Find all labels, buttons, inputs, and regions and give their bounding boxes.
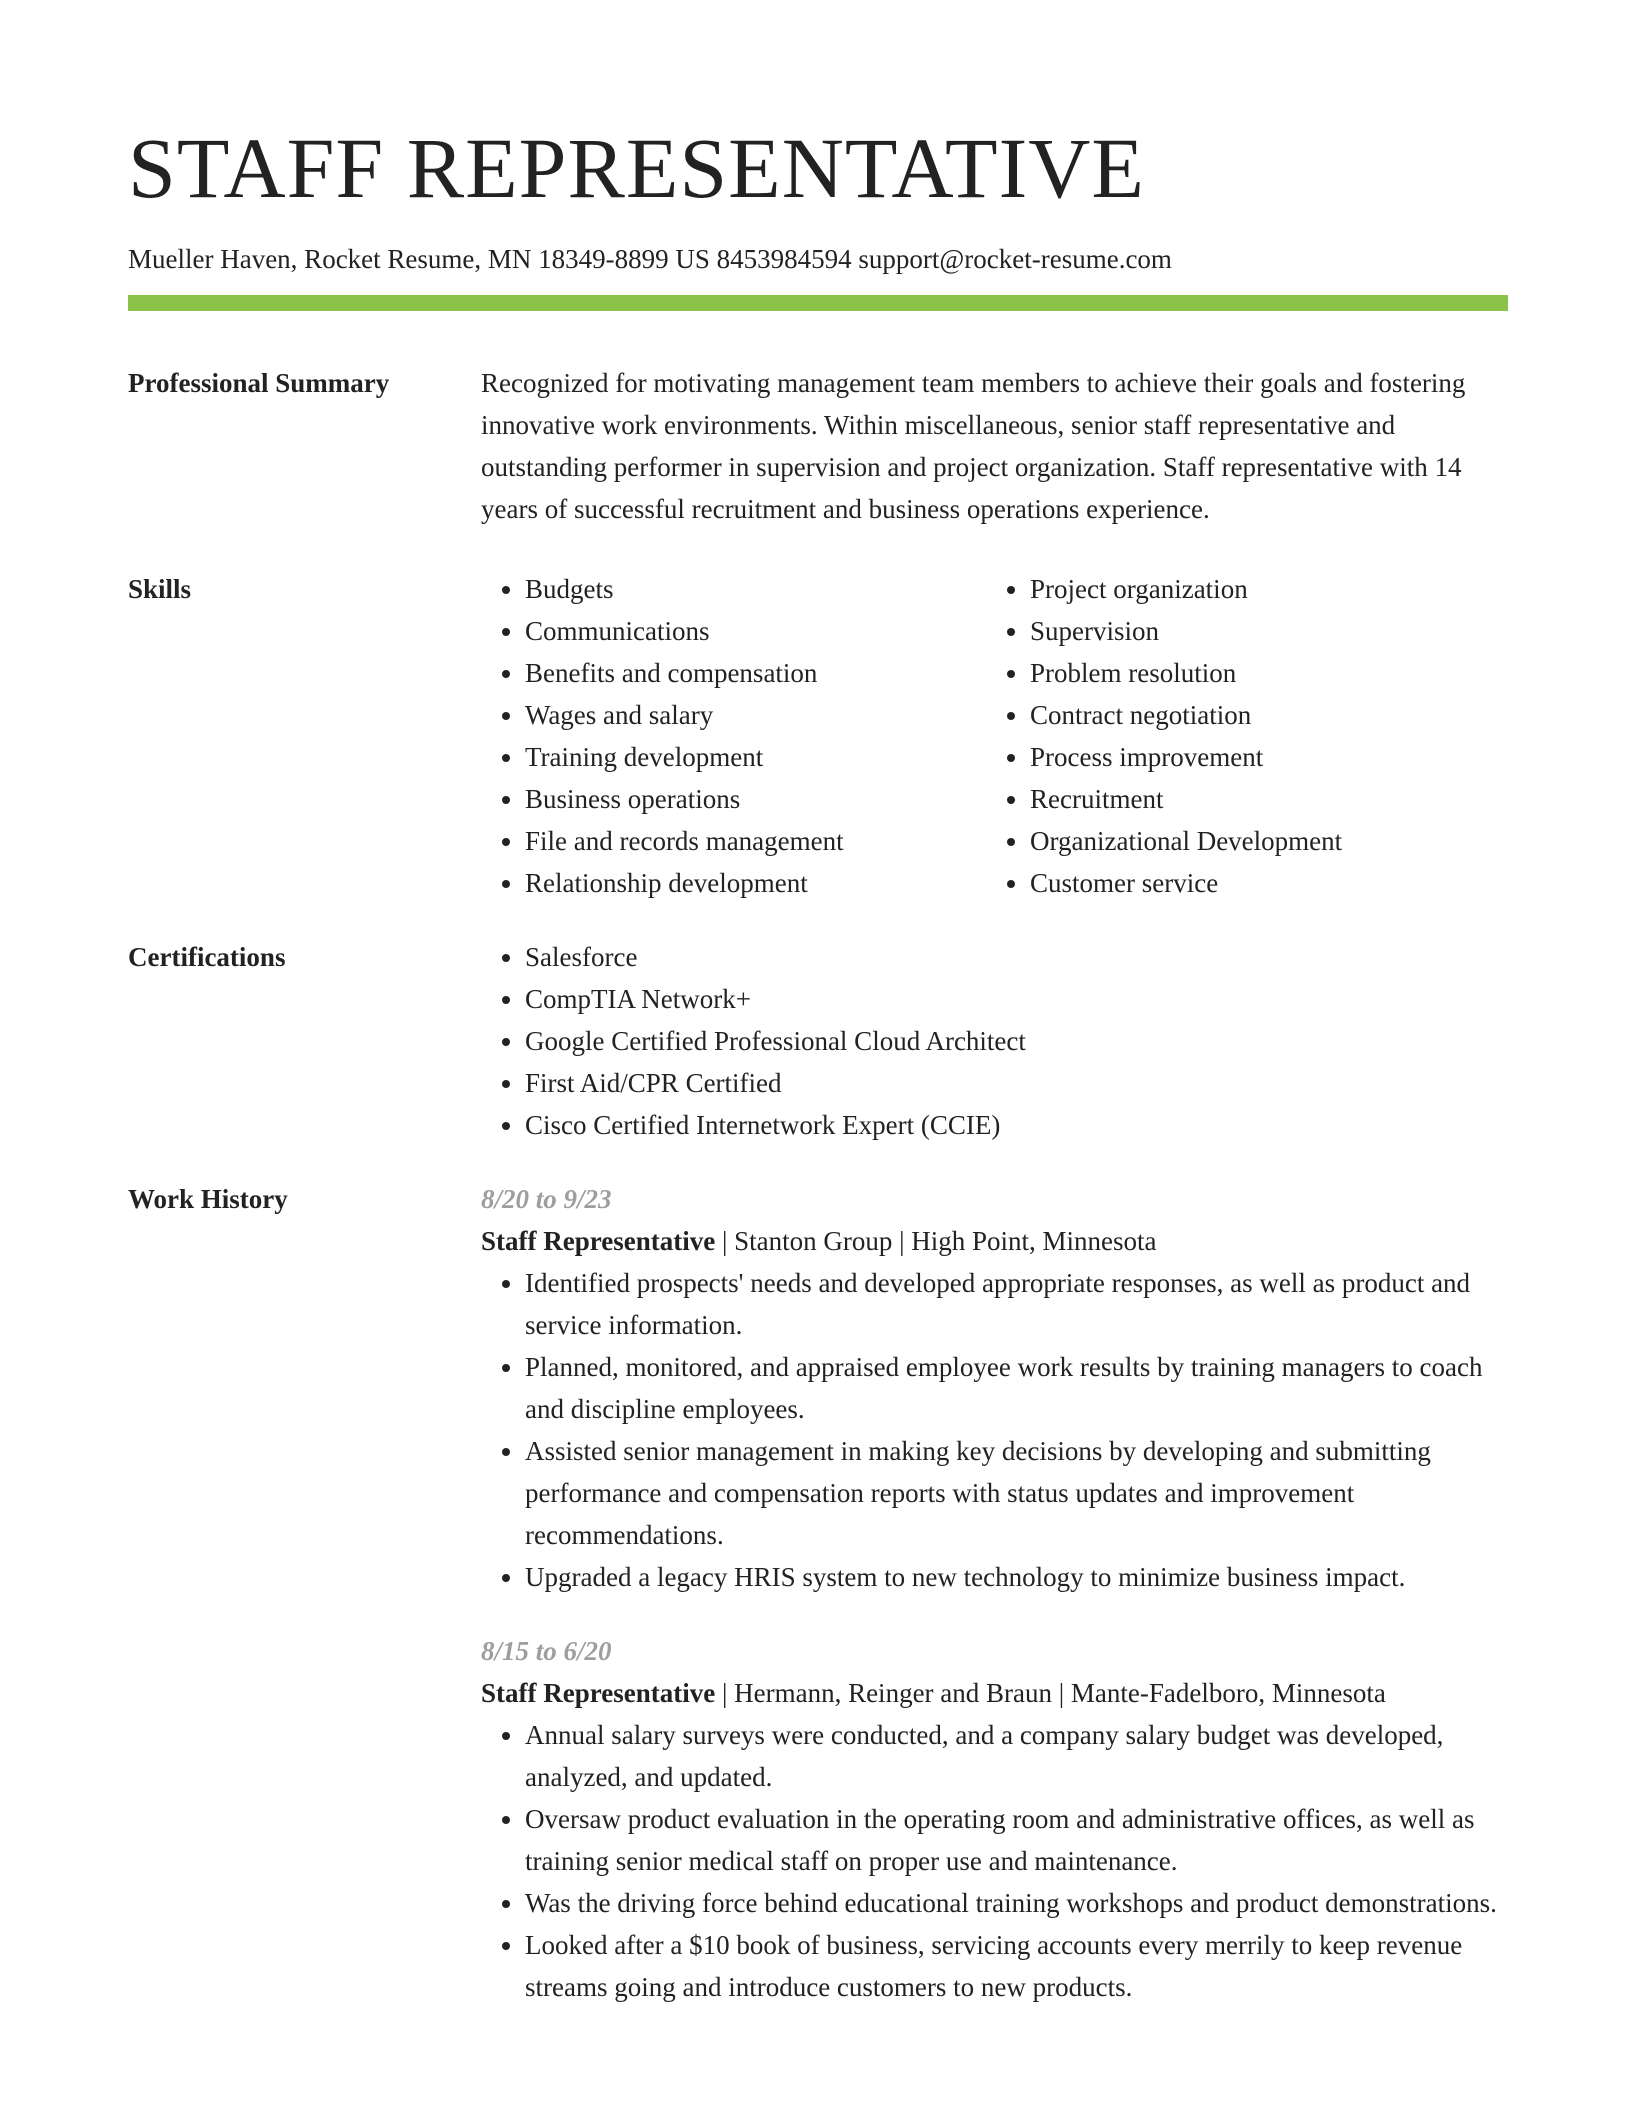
- job-duty-item: • Planned, monitored, and appraised employee work results by training managers to coach and discipline employees.: [525, 1346, 1508, 1430]
- skill-item: • Contract negotiation: [1030, 694, 1491, 736]
- skill-item: • File and records management: [525, 820, 986, 862]
- job-duty-item: • Identified prospects' needs and developed appropriate responses, as well as product and service information.: [525, 1262, 1508, 1346]
- skill-item: • Problem resolution: [1030, 652, 1491, 694]
- summary-text: Recognized for motivating management team members to achieve their goals and fostering innovative work environments. Within miscellaneous, senior staff representative and outstanding performer in supervision and project organization. Staff representative with 14 years of successful recruitment and business operations experience.: [481, 368, 1466, 524]
- skills-list-right: [986, 568, 1491, 904]
- job-title: Staff Representative: [481, 1226, 716, 1256]
- certifications-section: [128, 936, 1508, 1146]
- work-history-section: [128, 1178, 1508, 2008]
- job-title: Staff Representative: [481, 1678, 716, 1708]
- job-location: Mante-Fadelboro, Minnesota: [1070, 1678, 1386, 1708]
- job-entry: [481, 1630, 1508, 2008]
- skill-item: • Communications: [525, 610, 986, 652]
- skill-item: • Recruitment: [1030, 778, 1491, 820]
- job-duty-item: • Annual salary surveys were conducted, and a company salary budget was developed, analyzed, and updated.: [525, 1714, 1508, 1798]
- certifications-list: [481, 936, 1508, 1146]
- skill-item: • Supervision: [1030, 610, 1491, 652]
- job-title-line: [481, 1672, 1508, 1714]
- summary-heading: Professional Summary: [128, 368, 390, 398]
- skill-item: • Relationship development: [525, 862, 986, 904]
- certifications-body: [481, 936, 1508, 1146]
- certification-item: • Google Certified Professional Cloud Architect: [525, 1020, 1508, 1062]
- skill-item: • Wages and salary: [525, 694, 986, 736]
- skill-item: • Organizational Development: [1030, 820, 1491, 862]
- contact-line: Mueller Haven, Rocket Resume, MN 18349-8899 US 8453984594 support@rocket-resume.com: [128, 244, 1172, 274]
- skill-item: • Process improvement: [1030, 736, 1491, 778]
- skill-item: • Benefits and compensation: [525, 652, 986, 694]
- job-duty-item: • Oversaw product evaluation in the operating room and administrative offices, as well as training senior medical staff on proper use and maintenance.: [525, 1798, 1508, 1882]
- skills-section: [128, 568, 1508, 904]
- skill-item: • Training development: [525, 736, 986, 778]
- resume-page: [128, 118, 1508, 2008]
- job-duty-item: • Upgraded a legacy HRIS system to new technology to minimize business impact.: [525, 1556, 1508, 1598]
- job-dates: 8/15 to 6/20: [481, 1636, 612, 1666]
- skill-item: • Budgets: [525, 568, 986, 610]
- job-duties-list: [481, 1262, 1508, 1598]
- job-separator: |: [715, 1678, 735, 1708]
- job-entry: [481, 1178, 1508, 1598]
- certification-item: • Cisco Certified Internetwork Expert (CCIE): [525, 1104, 1508, 1146]
- job-duties-list: [481, 1714, 1508, 2008]
- job-separator: |: [892, 1226, 912, 1256]
- skill-item: • Customer service: [1030, 862, 1491, 904]
- job-company: Hermann, Reinger and Braun: [734, 1678, 1053, 1708]
- certification-item: • CompTIA Network+: [525, 978, 1508, 1020]
- job-company: Stanton Group: [734, 1226, 893, 1256]
- skill-item: • Business operations: [525, 778, 986, 820]
- job-duty-item: • Looked after a $10 book of business, servicing accounts every merrily to keep revenue streams going and introduce customers to new products.: [525, 1924, 1508, 2008]
- work-history-heading: Work History: [128, 1184, 288, 1214]
- header-divider: [128, 295, 1508, 311]
- job-duty-item: • Assisted senior management in making key decisions by developing and submitting performance and compensation reports with status updates and improvement recommendations.: [525, 1430, 1508, 1556]
- job-separator: |: [1052, 1678, 1071, 1708]
- summary-section: [128, 362, 1508, 530]
- skill-item: • Project organization: [1030, 568, 1491, 610]
- job-title-line: [481, 1220, 1508, 1262]
- job-location: High Point, Minnesota: [911, 1226, 1157, 1256]
- skills-heading: Skills: [128, 574, 192, 604]
- skills-columns: [481, 568, 1508, 904]
- skills-list-left: [481, 568, 986, 904]
- certifications-heading: Certifications: [128, 942, 286, 972]
- job-duty-item: • Was the driving force behind educational training workshops and product demonstrations.: [525, 1882, 1508, 1924]
- candidate-name: STAFF REPRESENTATIVE: [128, 120, 1145, 216]
- certification-item: • Salesforce: [525, 936, 1508, 978]
- certification-item: • First Aid/CPR Certified: [525, 1062, 1508, 1104]
- skills-column-right: [986, 568, 1491, 904]
- job-separator: |: [715, 1226, 735, 1256]
- job-dates: 8/20 to 9/23: [481, 1184, 612, 1214]
- work-history-body: [481, 1178, 1508, 2008]
- skills-column-left: [481, 568, 986, 904]
